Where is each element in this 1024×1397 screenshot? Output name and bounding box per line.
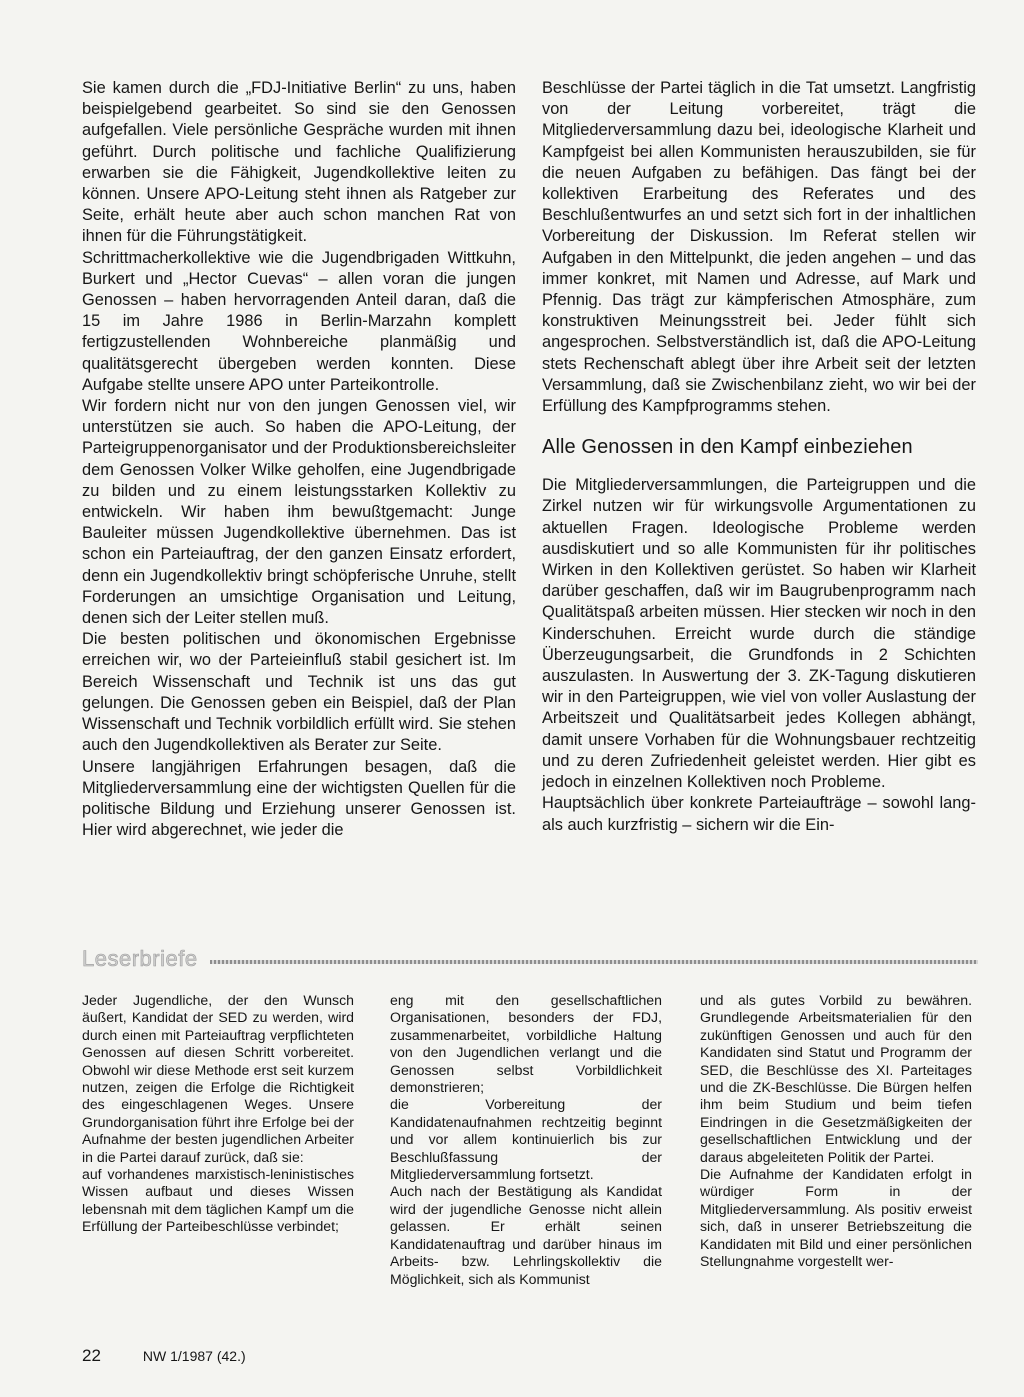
page-number: 22 [82,1346,101,1365]
paragraph: Die Aufnahme der Kandidaten erfolgt in würdiger Form in der Mitgliederversammlung. Als positiv erweist sich, daß in unserer Betriebszeitung die Kandidaten mit Bild und einer persönlichen Stellungnahme vorgestellt wer- [700,1166,972,1270]
paragraph: auf vorhandenes marxistisch-leninistisches Wissen aufbaut und dieses Wissen lebensnah mit dem täglichen Kampf um die Erfüllung der Parteibeschlüsse verbindet; [82,1166,354,1235]
letters-column-1 [82,992,354,1236]
paragraph: Die Mitgliederversammlungen, die Parteigruppen und die Zirkel nutzen wir für wirkungsvolle Argumentationen zu aktuellen Fragen. Ideologische Probleme werden ausdiskutiert und so alle Kommunisten für ihr politisches Wirken in den Kollektiven gerüstet. So haben wir Klarheit darüber geschaffen, daß wir im Baugrubenprogramm nach Qualitätspaß arbeiten müssen. Hier stecken wir noch in den Kinderschuhen. Erreicht wurde durch die ständige Überzeugungsarbeit, die Grundfonds in 2 Schichten auszulasten. In Auswertung der 3. ZK-Tagung diskutieren wir in den Parteigruppen, wie viel von voller Auslastung der Arbeitszeit und Qualitätsarbeit jedes Kollegen abhängt, damit unsere Vorhaben für die Wohnungsbauer rechtzeitig und zu deren Zufriedenheit geleistet werden. Hier gibt es jedoch in einzelnen Kollektiven noch Probleme. [542,476,976,792]
article-left-column [82,78,516,841]
paragraph: Schrittmacherkollektive wie die Jugendbrigaden Wittkuhn, Burkert und „Hector Cuevas“ – allen voran die jungen Genossen – haben hervorragenden Anteil daran, daß die 15 im Jahre 1986 in Berlin-Marzahn komplett fertigzustellenden Wohnbereiche planmäßig und qualitätsgerecht übergeben werden konnten. Diese Aufgabe stellte unsere APO unter Parteikontrolle. [82,248,516,394]
paragraph: Unsere langjährigen Erfahrungen besagen, daß die Mitgliederversammlung eine der wichtigsten Quellen für die politische Bildung und Erziehung unserer Genossen ist. Hier wird abgerechnet, wie jeder die [82,757,516,840]
paragraph: eng mit den gesellschaftlichen Organisationen, besonders der FDJ, zusammenarbeitet, vorbildliche Haltung von den Jugendlichen verlangt und die Genossen selbst Vorbildlichkeit demonstrieren; [390,992,662,1096]
section-heading: Alle Genossen in den Kampf einbeziehen [542,436,913,459]
paragraph: Auch nach der Bestätigung als Kandidat wird der jugendliche Genosse nicht allein gelassen. Er erhält seinen Kandidatenauftrag und darüber hinaus im Arbeits- bzw. Lehrlingskollektiv die Möglichkeit, sich als Kommunist [390,1183,662,1287]
paragraph: Wir fordern nicht nur von den jungen Genossen viel, wir unterstützen sie auch. So haben die APO-Leitung, der Parteigruppenorganisator und der Produktionsbereichsleiter dem Genossen Volker Wilke geholfen, eine Jugendbrigade zu bilden und zu einem leistungsstarken Kollektiv zu entwickeln. Wir haben ihm bewußtgemacht: Junge Bauleiter müssen Jugendkollektive übernehmen. Das ist schon ein Parteiauftrag, der den ganzen Einsatz erfordert, denn ein Jugendkollektiv bringt schöpferische Unruhe, stellt Forderungen an umsichtige Organisation und Leitung, denen sich der Leiter stellen muß. [82,397,516,628]
article-right-column [542,78,976,836]
paragraph: Sie kamen durch die „FDJ-Initiative Berlin“ zu uns, haben beispielgebend gearbeitet. So sind sie den Genossen aufgefallen. Viele persönliche Gespräche wurden mit ihnen geführt. Durch politische und fachliche Qualifizierung erwarben sie die Fähigkeit, Jugendkollektive leiten zu können. Unsere APO-Leitung steht ihnen als Ratgeber zur Seite, erhält heute aber auch schon manchen Rat von ihnen für die Führungstätigkeit. [82,79,516,246]
paragraph: die Vorbereitung der Kandidatenaufnahmen rechtzeitig beginnt und vor allem kontinuierlich bis zur Beschlußfassung der Mitgliederversammlung fortsetzt. [390,1096,662,1183]
letters-column-2 [390,992,662,1288]
paragraph: Beschlüsse der Partei täglich in die Tat umsetzt. Langfristig von der Leitung vorbereitet, trägt die Mitgliederversammlung dazu bei, ideologische Klarheit und Kampfgeist bei allen Kommunisten herauszubilden, sie für die neuen Aufgaben zu befähigen. Das fängt bei der kollektiven Erarbeitung des Referates und des Beschlußentwurfes an und setzt sich fort in der inhaltlichen Vorbereitung der Diskussion. Im Referat stellen wir Aufgaben in den Mittelpunkt, die jeden angehen – und das immer konkret, mit Namen und Adresse, auf Mark und Pfennig. Das trägt zur kämpferischen Atmosphäre, zum konstruktiven Meinungsstreit bei. Jeder fühlt sich angesprochen. Selbstverständlich ist, daß die APO-Leitung stets Rechenschaft ablegt über ihre Arbeit seit der letzten Versammlung, daß sie Zwischenbilanz zieht, wo wir bei der Erfüllung des Kampfprogramms stehen. [542,79,976,416]
letters-column-3 [700,992,972,1271]
letters-label: Leserbriefe [82,946,198,971]
paragraph: Die besten politischen und ökonomischen Ergebnisse erreichen wir, wo der Parteieinfluß stabil gesichert ist. Im Bereich Wissenschaft und Technik ist uns das gut gelungen. Die Genossen geben ein Beispiel, daß der Plan Wissenschaft und Technik vorbildlich erfüllt wird. Sie stehen auch den Jugendkollektiven als Berater zur Seite. [82,630,516,755]
issue-label: NW 1/1987 (42.) [142,1348,246,1364]
paragraph: Jeder Jugendliche, der den Wunsch äußert, Kandidat der SED zu werden, wird durch einen mit Parteiauftrag verpflichteten Genossen auf diesen Schritt vorbereitet. Obwohl wir diese Methode erst seit kurzem nutzen, zeigen die Erfolge die Richtigkeit des eingeschlagenen Weges. Unsere Grundorganisation führt ihre Erfolge bei der Aufnahme der besten jugendlichen Arbeiter in die Partei darauf zurück, daß sie: [82,992,354,1165]
paragraph: Hauptsächlich über konkrete Parteiaufträge – sowohl lang- als auch kurzfristig – sichern wir die Ein- [542,794,976,834]
paragraph: und als gutes Vorbild zu bewähren. Grundlegende Arbeitsmaterialien für den zukünftigen Genossen und auch für den Kandidaten sind Statut und Programm der SED, die Beschlüsse des XI. Parteitages und die ZK-Beschlüsse. Die Bürgen helfen ihm beim Studium und beim tiefen Eindringen in die Gesetzmäßigkeiten der gesellschaftlichen Entwicklung und der daraus abgeleiteten Politik der Partei. [700,992,972,1165]
dotted-rule [210,960,978,964]
page-footer [82,1346,246,1366]
letters-banner [82,944,978,974]
